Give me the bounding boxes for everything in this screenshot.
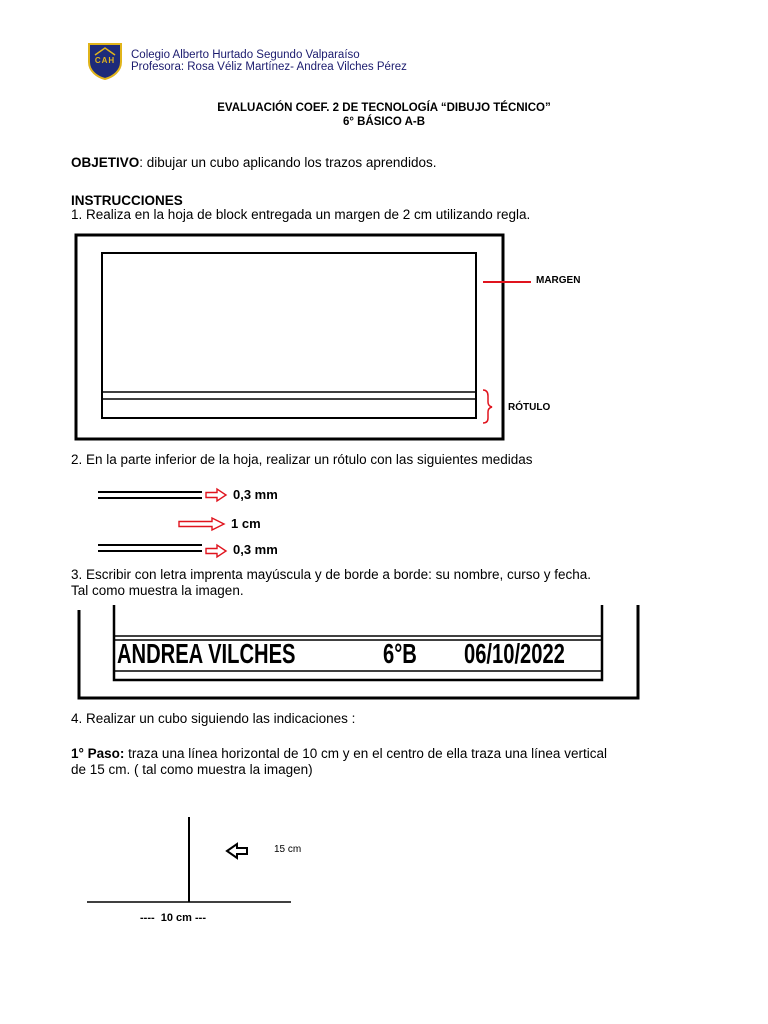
- objective: [71, 155, 436, 171]
- step-3-line-2: Tal como muestra la imagen.: [71, 583, 244, 598]
- instructions-heading: INSTRUCCIONES: [71, 193, 183, 208]
- horizontal-label: ---- 10 cm ---: [140, 912, 206, 924]
- step-3-line-1: 3. Escribir con letra imprenta mayúscula y de borde a borde: su nombre, curso y fecha.: [71, 567, 592, 582]
- step-1: 1. Realiza en la hoja de block entregada un margen de 2 cm utilizando regla.: [71, 207, 531, 222]
- step-2: 2. En la parte inferior de la hoja, realizar un rótulo con las siguientes medidas: [71, 452, 533, 467]
- paso-1-label: 1° Paso:: [71, 746, 125, 761]
- logo-text: CAH: [94, 56, 116, 65]
- margin-figure: [72, 232, 602, 444]
- measure-bottom: 0,3 mm: [233, 542, 278, 557]
- step-1-figure: [85, 815, 325, 930]
- doc-title: EVALUACIÓN COEF. 2 DE TECNOLOGÍA “DIBUJO TÉCNICO”: [217, 102, 551, 114]
- measures-figure: [95, 485, 335, 560]
- sample-name: ANDREA VILCHES: [117, 638, 296, 669]
- objective-text: : dibujar un cubo aplicando los trazos aprendidos.: [139, 155, 437, 170]
- paso-1-line-2: de 15 cm. ( tal como muestra la imagen): [71, 762, 313, 777]
- measure-middle: 1 cm: [231, 516, 261, 531]
- school-name: Colegio Alberto Hurtado Segundo Valparaíso: [131, 49, 360, 61]
- sample-date: 06/10/2022: [464, 638, 565, 669]
- paso-1-text: traza una línea horizontal de 10 cm y en el centro de ella traza una línea vertical: [124, 746, 607, 761]
- paso-1-line-1: [71, 746, 607, 762]
- school-logo: [86, 42, 124, 80]
- rotulo-label: RÓTULO: [508, 402, 551, 413]
- vertical-label: 15 cm: [274, 844, 302, 855]
- margin-label: MARGEN: [536, 275, 581, 286]
- rotulo-figure: [76, 605, 642, 701]
- teachers-line: Profesora: Rosa Véliz Martínez- Andrea Vilches Pérez: [131, 61, 407, 73]
- step-4: 4. Realizar un cubo siguiendo las indicaciones :: [71, 711, 356, 726]
- measure-top: 0,3 mm: [233, 487, 278, 502]
- doc-subtitle: 6° BÁSICO A-B: [342, 116, 426, 128]
- objective-label: OBJETIVO: [71, 155, 140, 170]
- sample-course: 6°B: [383, 638, 417, 669]
